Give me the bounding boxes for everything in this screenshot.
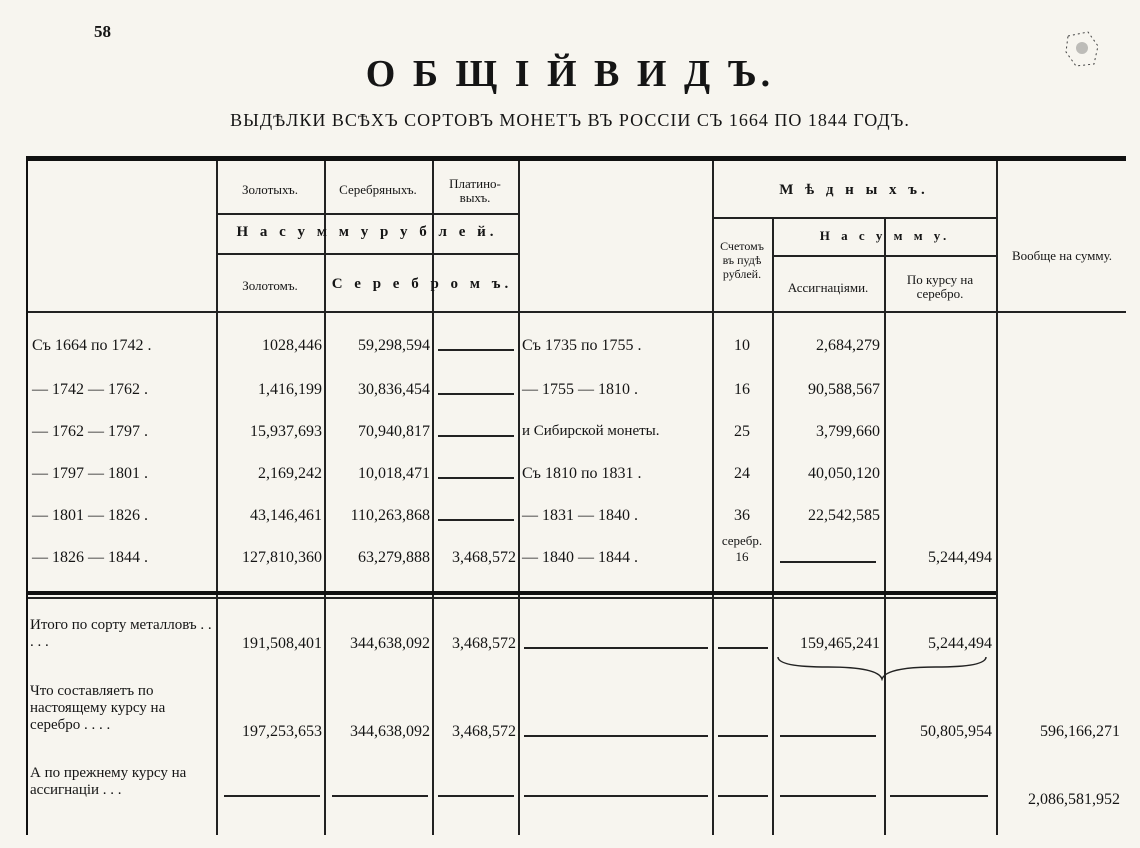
platinum-total: 3,468,572 — [452, 635, 516, 652]
empty-dash — [438, 795, 514, 797]
period-cell: — 1826 — 1844 . — [32, 549, 148, 566]
silver-cell: 10,018,471 — [358, 465, 430, 482]
page-title: О Б Щ І Й В И Д Ъ. — [365, 53, 775, 95]
header-gold: Золотыхъ. — [241, 182, 299, 197]
brace-icon — [774, 655, 990, 681]
gold-cell: 2,169,242 — [258, 465, 322, 482]
assignats-cell: 90,588,567 — [808, 381, 880, 398]
empty-dash — [890, 795, 988, 797]
header-total: Вообще на сумму. — [1011, 248, 1113, 263]
gold-total: 197,253,653 — [242, 723, 322, 740]
page-subtitle: ВЫДѢЛКИ ВСѢХЪ СОРТОВЪ МОНЕТЪ ВЪ РОССІИ СЪ 1664 ПО 1844 ГОДЪ. — [230, 110, 910, 130]
grand-total: 596,166,271 — [1040, 723, 1120, 740]
header-count-puds: Счетомъ въ пудѣ рублей. — [720, 239, 764, 281]
header-assignats: Ассигнаціями. — [787, 280, 869, 295]
header-by-silver: С е р е б р о м ъ. — [331, 276, 513, 292]
silver-cell: 59,298,594 — [358, 337, 430, 354]
gold-cell: 1028,446 — [262, 337, 322, 354]
header-on-sum: Н а с у м м у. — [819, 228, 951, 243]
header-silver: Серебряныхъ. — [339, 182, 417, 197]
silver-rate-total: 5,244,494 — [928, 635, 992, 652]
gold-total: 191,508,401 — [242, 635, 322, 652]
gold-cell: 127,810,360 — [242, 549, 322, 566]
coinage-table — [26, 156, 1126, 835]
empty-dash — [780, 561, 876, 563]
platinum-total: 3,468,572 — [452, 723, 516, 740]
copper-period-cell: — 1840 — 1844 . — [522, 549, 638, 566]
gold-cell: 43,146,461 — [250, 507, 322, 524]
count-cell: 10 — [734, 337, 750, 354]
assignats-cell: 3,799,660 — [816, 423, 880, 440]
header-sum-rubles: Н а с у м м у р у б л е й. — [236, 224, 498, 240]
empty-dash — [524, 647, 708, 649]
period-cell: — 1797 — 1801 . — [32, 465, 148, 482]
silver-rate-cell: 5,244,494 — [928, 549, 992, 566]
count-cell: 24 — [734, 465, 750, 482]
copper-period-cell: — 1831 — 1840 . — [522, 507, 638, 524]
empty-dash — [718, 795, 768, 797]
silver-cell: 30,836,454 — [358, 381, 430, 398]
copper-period-cell: и Сибирской монеты. — [522, 423, 660, 439]
header-by-gold: Золотомъ. — [242, 278, 298, 293]
empty-dash — [524, 735, 708, 737]
silver-total: 344,638,092 — [350, 635, 430, 652]
platinum-cell: 3,468,572 — [452, 549, 516, 566]
silver-total: 344,638,092 — [350, 723, 430, 740]
empty-dash — [780, 795, 876, 797]
totals-label: Что составляетъ по настоящему курсу на серебро . . . . — [30, 683, 166, 733]
empty-dash — [718, 735, 768, 737]
ink-blot-icon — [1058, 26, 1104, 72]
assignats-cell: 40,050,120 — [808, 465, 880, 482]
empty-dash — [438, 393, 514, 395]
assignats-cell: 22,542,585 — [808, 507, 880, 524]
copper-period-cell: — 1755 — 1810 . — [522, 381, 638, 398]
empty-dash — [224, 795, 320, 797]
count-cell: 25 — [734, 423, 750, 440]
empty-dash — [438, 349, 514, 351]
empty-dash — [438, 519, 514, 521]
empty-dash — [332, 795, 428, 797]
assignats-cell: 2,684,279 — [816, 337, 880, 354]
header-copper: М ѣ д н ы х ъ. — [779, 182, 929, 198]
period-cell: — 1762 — 1797 . — [32, 423, 148, 440]
grand-total-assignats: 2,086,581,952 — [1028, 791, 1120, 808]
empty-dash — [524, 795, 708, 797]
totals-label: А по прежнему курсу на ассигнаціи . . . — [30, 765, 187, 798]
empty-dash — [438, 435, 514, 437]
period-cell: Съ 1664 по 1742 . — [32, 337, 152, 354]
empty-dash — [718, 647, 768, 649]
page-number: 58 — [94, 22, 111, 41]
silver-rate-total: 50,805,954 — [920, 723, 992, 740]
totals-label: Итого по сорту металловъ . . . . . — [30, 617, 212, 650]
count-cell: 36 — [734, 507, 750, 524]
count-cell: серебр. 16 — [721, 533, 763, 564]
silver-cell: 70,940,817 — [358, 423, 430, 440]
copper-period-cell: Съ 1735 по 1755 . — [522, 337, 642, 354]
empty-dash — [438, 477, 514, 479]
period-cell: — 1801 — 1826 . — [32, 507, 148, 524]
assignats-total: 159,465,241 — [800, 635, 880, 652]
header-silver-rate: По курсу на серебро. — [906, 272, 974, 301]
gold-cell: 15,937,693 — [250, 423, 322, 440]
period-cell: — 1742 — 1762 . — [32, 381, 148, 398]
empty-dash — [780, 735, 876, 737]
copper-period-cell: Съ 1810 по 1831 . — [522, 465, 642, 482]
silver-cell: 110,263,868 — [350, 507, 430, 524]
count-cell: 16 — [734, 381, 750, 398]
silver-cell: 63,279,888 — [358, 549, 430, 566]
header-platinum: Платино-выхъ. — [449, 176, 501, 205]
gold-cell: 1,416,199 — [258, 381, 322, 398]
